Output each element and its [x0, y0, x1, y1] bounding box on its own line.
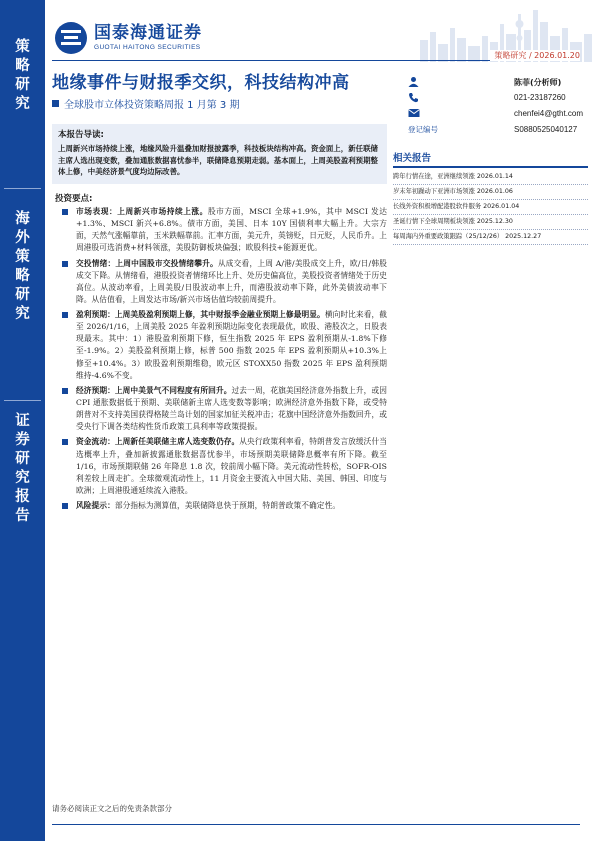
square-bullet-icon [62, 439, 68, 445]
analyst-email[interactable]: chenfei4@gtht.com [514, 109, 584, 118]
sidebar-char: 海 [15, 211, 30, 227]
square-bullet-icon [62, 312, 68, 318]
report-summary-box [52, 124, 387, 184]
sidebar-divider [4, 400, 41, 401]
square-bullet-icon [62, 503, 68, 509]
related-report-link[interactable]: 圣诞行情下全球周期板块领涨 2025.12.30 [393, 215, 588, 230]
sidebar-char: 略 [15, 58, 30, 74]
bullet-body: 横向时比来看，截至 2026/1/16，上周美股 2025 年盈利预期边际变化表现最优，欧股、港股次之，日股表现最末。其中：1）港股盈利预期下修，恒生指数 2025 年 EPS 盈利预期从-1.8%下修至-1.9%。2）美股盈利预期上修，标普 500 指数 2025 年 EPS 盈利预期从+10.3%上修至+10.4%。3）欧股盈利预期维稳，欧元区 STOXX50 指数 2025 年 EPS 盈利预期维持-4.6%不变。 [76, 310, 388, 380]
logo-name-en: GUOTAI HAITONG SECURITIES [94, 44, 201, 51]
sidebar-block-report [0, 412, 45, 526]
report-subtitle [52, 96, 239, 111]
email-icon [408, 108, 420, 120]
sidebar-char: 研 [15, 77, 30, 93]
sidebar-char: 研 [15, 451, 30, 467]
sidebar-char: 究 [15, 96, 30, 112]
bullet-body: 股市方面，MSCI 全球+1.9%，其中 MSCI 发达+1.3%、MSCI 新兴+6.8%。债市方面，美国、日本 10Y 国债利率大幅上升。大宗方面，天然气涨幅靠前，玉米跌幅靠前。汇率方面，美元升，英镑贬，日元贬，人民币升。上周港股可选消费+材料领涨，美股防御板块偏强；欧股科技+能源更优。 [76, 207, 388, 253]
logo-name-cn: 国泰海通证券 [94, 23, 202, 43]
company-logo [55, 22, 202, 54]
sidebar-char: 策 [15, 39, 30, 55]
report-title: 地缘事件与财报季交织，科技结构冲高 [52, 73, 350, 93]
analyst-name: 陈菲(分析师) [514, 78, 562, 87]
summary-body: 上周新兴市场持续上涨，地缘风险升温叠加财报披露季，科技板块结构冲高。资金面上，新任联储主席人选出现变数，叠加通胀数据喜忧参半，联储降息预期走弱。基本面上，上周美股盈利预期整体上修，中美经济景气度均边际改善。 [58, 144, 378, 176]
square-bullet-icon [62, 209, 68, 215]
related-reports-divider [393, 166, 588, 168]
investment-points-list [62, 206, 387, 515]
related-report-link[interactable]: 岁末年初躁动下亚洲市场领涨 2026.01.06 [393, 185, 588, 200]
sidebar-char: 外 [15, 230, 30, 246]
sidebar-char: 究 [15, 470, 30, 486]
bullet-body: 从成交看，上周 A/港/美股成交上升，欧/日/韩股成交下降。从情绪看，港股投资者情绪环比上升、处历史偏高位，美股投资者情绪处于历史高位。从波动率看，上周美股/日股波动率上升，而港股波动率下降，此外美债波动率下降。从估值看，上周发达市场/新兴市场估值均较前周提升。 [76, 258, 387, 304]
person-icon [408, 76, 420, 88]
summary-heading: 本报告导读: [58, 130, 104, 140]
analyst-email-row [408, 108, 588, 120]
analyst-reg-row [408, 124, 588, 136]
sidebar-char: 策 [15, 249, 30, 265]
bullet-body: 部分指标为测算值，美联储降息快于预期，特朗普政策不确定性。 [114, 501, 341, 511]
logo-mark-icon [55, 22, 87, 54]
related-report-link[interactable]: 每周海内外重要政策跟踪（25/12/26） 2025.12.27 [393, 230, 588, 245]
bullet-earnings-expectations [62, 309, 387, 382]
analyst-phone: 021-23187260 [514, 93, 566, 102]
bullet-heading: 市场表现：上周新兴市场持续上涨。 [76, 207, 208, 216]
bullet-market-performance [62, 206, 387, 254]
sidebar-block-overseas [0, 210, 45, 324]
sidebar-char: 证 [15, 413, 30, 429]
bullet-heading: 风险提示： [76, 501, 115, 511]
related-reports-list [393, 170, 588, 245]
footer-divider [52, 824, 580, 825]
related-reports-heading: 相关报告 [393, 153, 432, 164]
bullet-risk-warning [62, 500, 387, 512]
sidebar-char: 告 [15, 508, 30, 524]
registration-label: 登记编号 [408, 125, 438, 134]
square-bullet-icon [52, 100, 59, 107]
bullet-economic-expectations [62, 385, 387, 433]
square-bullet-icon [62, 261, 68, 267]
bullet-body: 从央行政策利率看，特朗普发言放缓沃什当选概率上升，叠加新披露通胀数据喜忧参半，市场预期美联储降息概率有所下降。截至 1/16，市场预期联储 26 年降息 1.8 次，较前周小幅下降。美元流动性转松，SOFR-OIS 利差较上周走扩。全球微观流动性上，11 月资金主要流入中国大陆、美国、韩国、印度与欧洲；上周港股通延续流入港股。 [76, 437, 387, 495]
registration-number: S0880525040127 [514, 125, 578, 134]
analyst-name-row [408, 76, 588, 88]
analyst-phone-row [408, 92, 588, 104]
investment-points-heading: 投资要点: [55, 194, 93, 204]
bullet-heading: 交投情绪：上周中国股市交投情绪攀升。 [76, 258, 218, 268]
related-report-link[interactable]: 跨年行情在途，亚洲继续领涨 2026.01.14 [393, 170, 588, 185]
sidebar-char: 报 [15, 489, 30, 505]
sidebar-char: 究 [15, 306, 30, 322]
related-report-link[interactable]: 长线外资积极增配港股软件服务 2026.01.04 [393, 200, 588, 215]
report-subtitle-text: 全球股市立体投资策略周报 1 月第 3 期 [64, 100, 240, 111]
disclaimer-note: 请务必阅读正文之后的免责条款部分 [52, 804, 172, 813]
square-bullet-icon [62, 388, 68, 394]
bullet-heading: 盈利预期：上周美股盈利预期上修，其中财报季金融业预期上修最明显。 [76, 310, 325, 320]
sidebar-divider [4, 188, 41, 189]
side-bar [0, 0, 45, 841]
sidebar-char: 券 [15, 432, 30, 448]
bullet-heading: 经济预期：上周中美景气不同程度有所回升。 [76, 385, 232, 395]
phone-icon [408, 92, 420, 104]
sidebar-block-strategy [0, 38, 45, 114]
bullet-capital-flows [62, 436, 387, 496]
sidebar-char: 研 [15, 287, 30, 303]
sidebar-char: 略 [15, 268, 30, 284]
bullet-body: 过去一周，花旗美国经济意外指数上升，或因 CPI 通胀数据低于预期、美联储新主席人选变数等影响；欧洲经济意外指数下降，或受特朗普对不支持美国获得格陵兰岛计划的国家加征关税冲击；花旗中国经济意外指数回升，或受央行下调各类结构性货币政策工具利率等政策提振。 [76, 385, 387, 432]
bullet-trading-sentiment [62, 258, 387, 306]
bullet-heading: 资金流动：上周新任美联储主席人选变数仍存。 [76, 437, 240, 447]
report-category-date: 策略研究 / 2026.01.20 [490, 50, 580, 61]
